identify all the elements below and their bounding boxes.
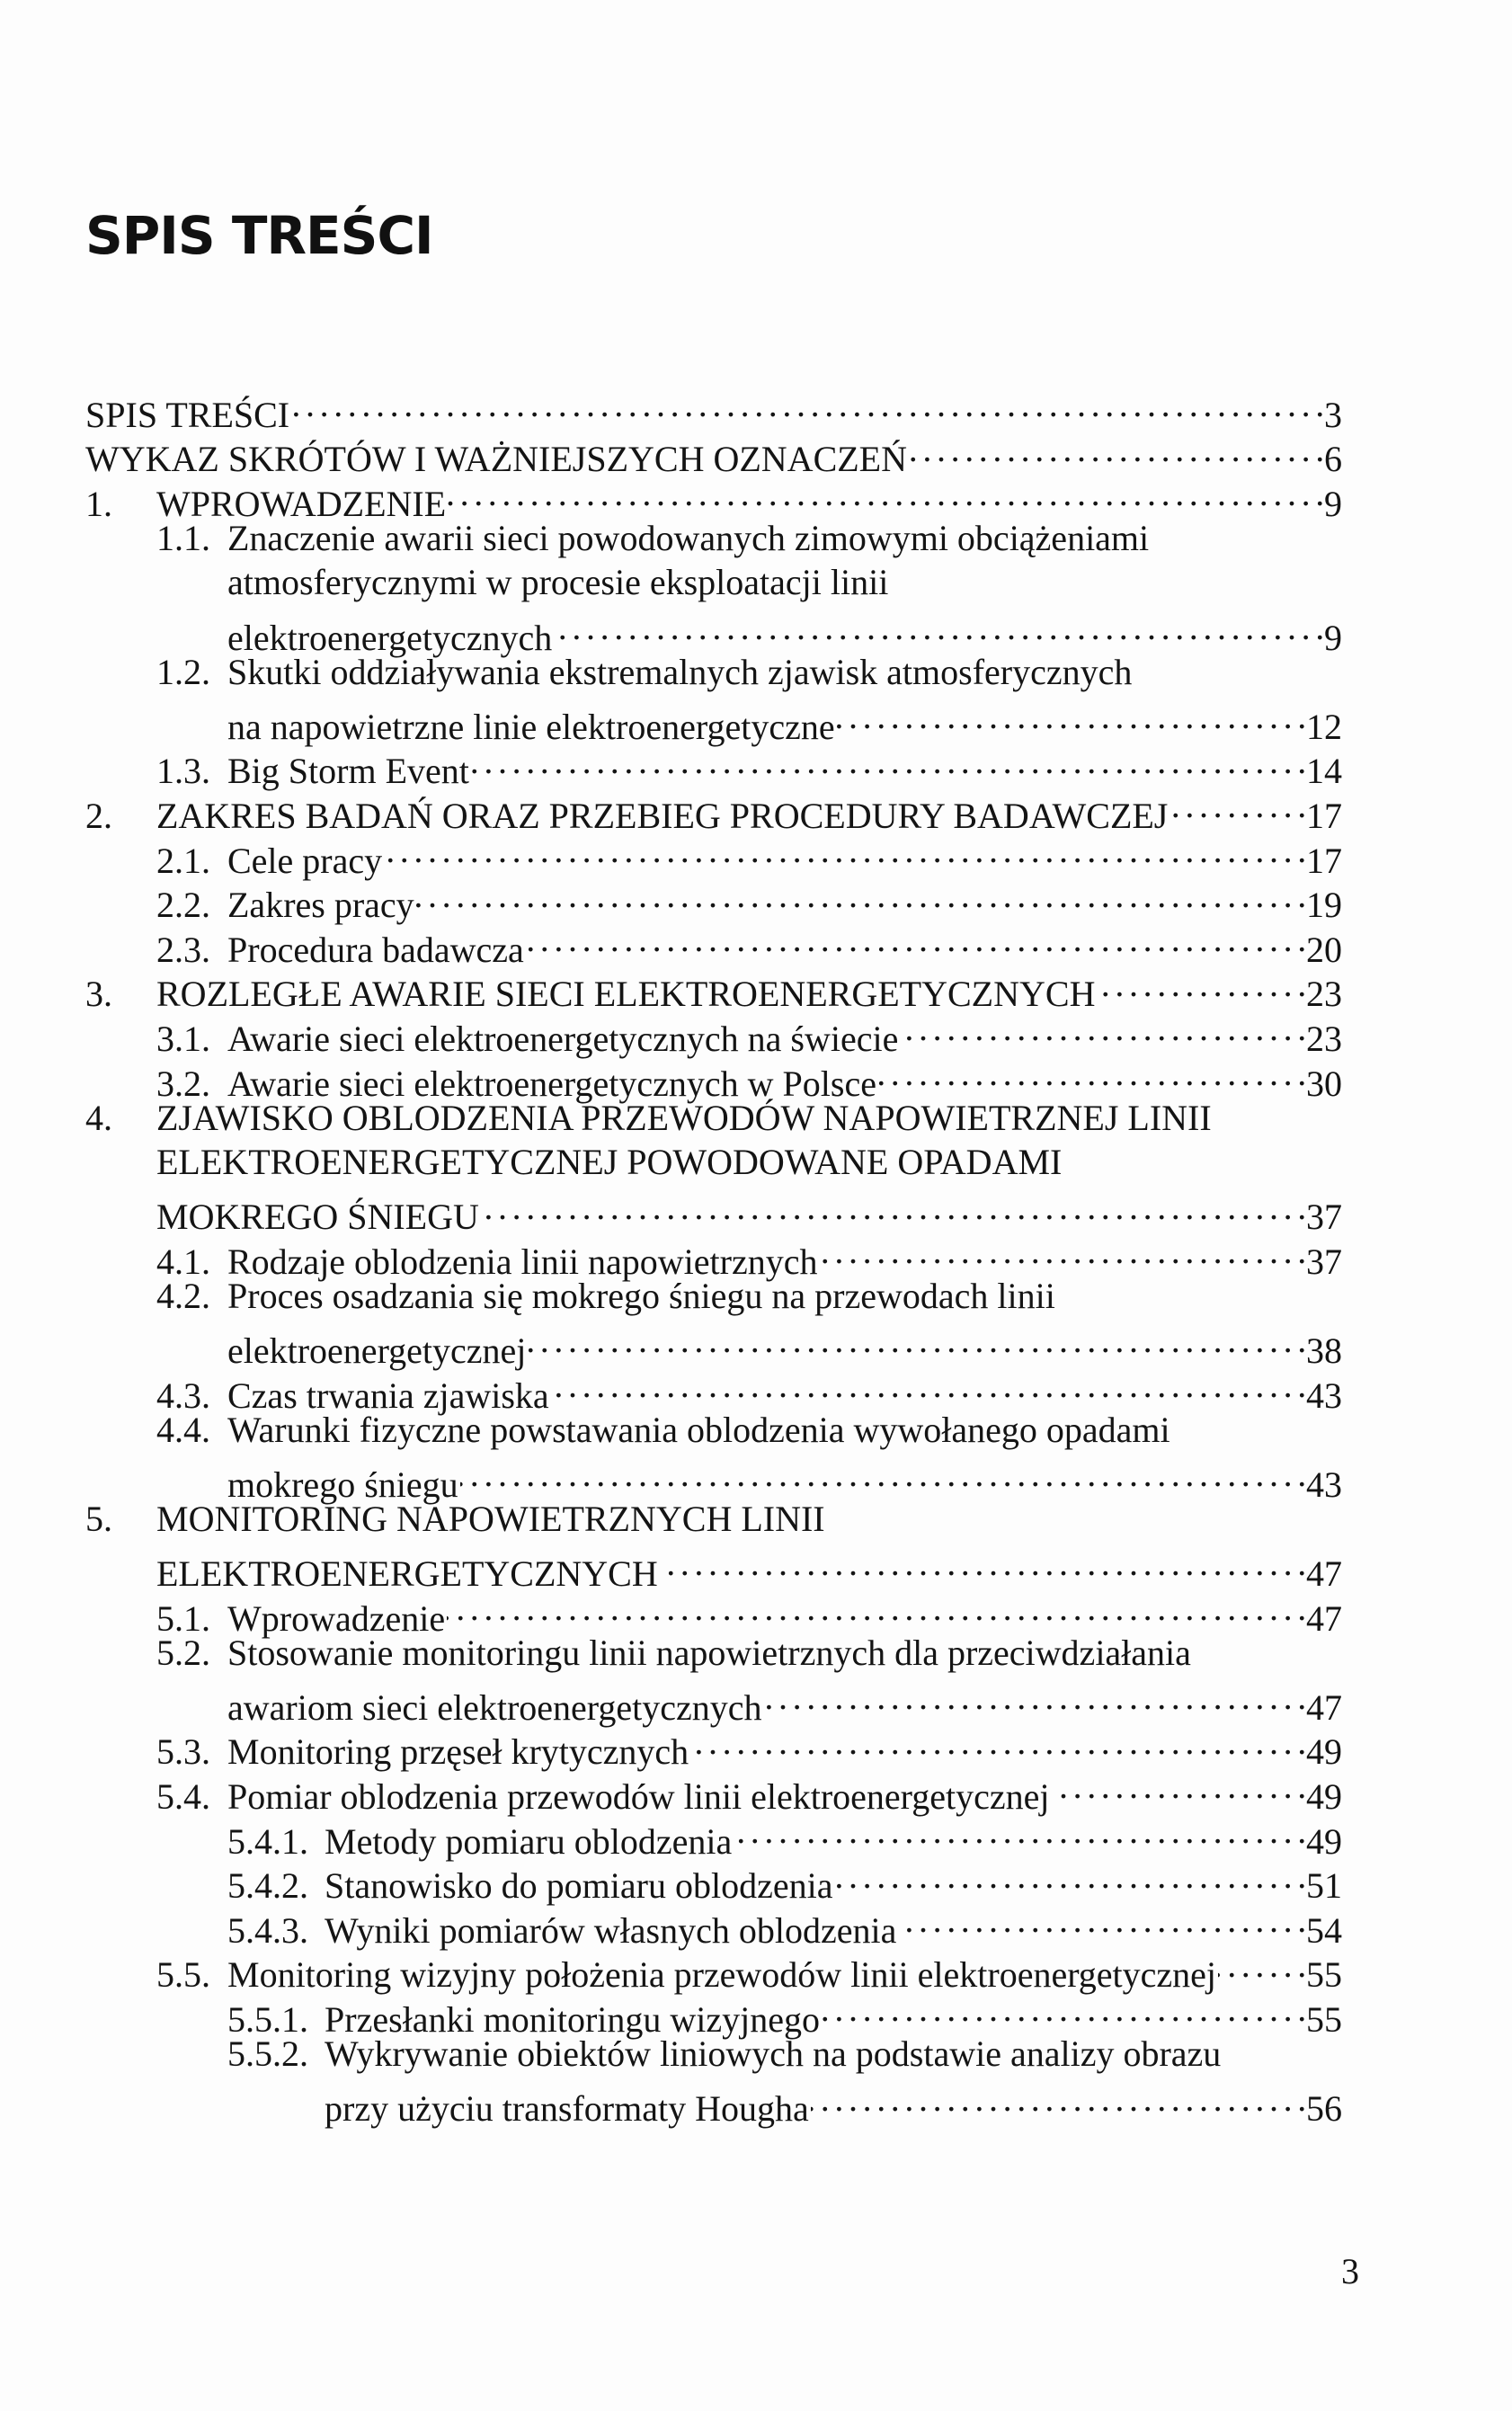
toc-entry-title: Warunki fizyczne powstawania oblodzenia wywołanego opadami [227, 1409, 1170, 1450]
toc-entry-number: 4.3. [156, 1375, 210, 1416]
dot-leader [878, 1051, 1304, 1096]
toc-entry-number: 1.3. [156, 751, 210, 792]
toc-entry[interactable] [85, 516, 1342, 658]
toc-page-ref[interactable]: 30 [1306, 1063, 1342, 1104]
dot-leader [834, 1854, 1304, 1899]
toc-entry[interactable] [85, 1096, 1342, 1238]
toc-entry-number: 4.1. [156, 1241, 210, 1282]
toc-entry[interactable] [85, 1943, 1342, 1996]
toc-entry-title: elektroenergetycznych [227, 617, 553, 658]
toc-entry-number: 5. [85, 1498, 112, 1539]
toc-page-ref[interactable]: 47 [1306, 1597, 1342, 1639]
toc-entry[interactable] [85, 1274, 1342, 1372]
toc-entry-number: 5.4. [156, 1776, 210, 1817]
dot-leader [291, 382, 1322, 427]
dot-leader [481, 1185, 1304, 1230]
toc-entry-title: Znaczenie awarii sieci powodowanych zimowymi obciążeniami [227, 517, 1150, 558]
dot-leader [528, 1318, 1304, 1363]
toc-entry[interactable] [85, 1363, 1342, 1416]
toc-entry[interactable] [85, 1497, 1342, 1595]
toc-entry-title: Wykrywanie obiektów liniowych na podstawie analizy obrazu [325, 2033, 1222, 2074]
toc-entry[interactable] [85, 471, 1342, 524]
toc-entry-title: Metody pomiaru oblodzenia [325, 1820, 733, 1862]
toc-entry-title: SPIS TREŚCI [85, 394, 290, 435]
toc-entry[interactable] [85, 1586, 1342, 1639]
toc-page-ref[interactable]: 49 [1306, 1776, 1342, 1817]
dot-leader [819, 1229, 1304, 1274]
toc-entry-number: 5.4.2. [227, 1865, 308, 1907]
page-number: 3 [1341, 2251, 1359, 2291]
toc-entry-number: 1.1. [156, 517, 210, 558]
toc-entry-title: Stanowisko do pomiaru oblodzenia [325, 1865, 833, 1907]
dot-leader [900, 1006, 1304, 1051]
dot-leader [734, 1809, 1304, 1854]
toc-entry-title: WYKAZ SKRÓTÓW I WAŻNIEJSZYCH OZNACZEŃ [85, 439, 908, 480]
toc-entry[interactable] [85, 783, 1342, 836]
toc-page-ref[interactable]: 12 [1306, 706, 1342, 747]
toc-page-ref[interactable]: 23 [1306, 974, 1342, 1015]
toc-entry[interactable] [85, 1408, 1342, 1505]
page-heading: SPIS TREŚCI [85, 205, 433, 266]
toc-entry-number: 3. [85, 974, 112, 1015]
toc-page-ref[interactable]: 17 [1306, 795, 1342, 836]
dot-leader [551, 1363, 1304, 1408]
dot-leader [909, 427, 1322, 472]
toc-entry-number: 4. [85, 1097, 112, 1138]
toc-entry-title: Proces osadzania się mokrego śniegu na przewodach linii [227, 1275, 1055, 1316]
dot-leader [384, 828, 1304, 873]
toc-entry[interactable] [85, 1631, 1342, 1728]
toc-page-ref[interactable]: 55 [1306, 1954, 1342, 1996]
toc-entry-number: 1.2. [156, 651, 210, 692]
toc-entry-title: MOKREGO ŚNIEGU [156, 1197, 479, 1238]
toc-entry-title: na napowietrzne linie elektroenergetyczne [227, 706, 835, 747]
toc-entry-number: 2.3. [156, 929, 210, 970]
toc-entry-number: 5.5.2. [227, 2033, 308, 2074]
dot-leader [554, 605, 1322, 650]
dot-leader [660, 1541, 1304, 1586]
toc-page-ref[interactable]: 47 [1306, 1553, 1342, 1595]
toc-entry-title: Rodzaje oblodzenia linii napowietrznych [227, 1241, 818, 1282]
toc-page-ref[interactable]: 17 [1306, 840, 1342, 881]
toc-entry-title: Skutki oddziaływania ekstremalnych zjawisk atmosferycznych [227, 651, 1133, 692]
toc-entry-title: ZJAWISKO OBLODZENIA PRZEWODÓW NAPOWIETRZNEJ LINII [156, 1097, 1212, 1138]
dot-leader [898, 1898, 1304, 1943]
toc-entry[interactable] [85, 1764, 1342, 1817]
dot-leader [764, 1675, 1304, 1720]
toc-entry-title: Zakres pracy [227, 885, 414, 926]
toc-entry-number: 5.2. [156, 1632, 210, 1673]
toc-page-ref[interactable]: 3 [1324, 394, 1342, 435]
toc-page-ref[interactable]: 49 [1306, 1731, 1342, 1773]
dot-leader [690, 1720, 1304, 1765]
dot-leader [822, 1987, 1304, 2032]
toc-entry-number: 5.3. [156, 1731, 210, 1773]
toc-entry-title: ELEKTROENERGETYCZNYCH [156, 1553, 658, 1595]
table-of-contents [85, 382, 1342, 2130]
toc-entry-title: awariom sieci elektroenergetycznych [227, 1686, 762, 1728]
toc-entry-title: Wyniki pomiarów własnych oblodzenia [325, 1909, 897, 1951]
dot-leader [416, 873, 1304, 918]
toc-entry[interactable] [85, 873, 1342, 926]
toc-entry[interactable] [85, 739, 1342, 792]
toc-entry-number: 2.1. [156, 840, 210, 881]
toc-page-ref[interactable]: 37 [1306, 1241, 1342, 1282]
toc-page-ref[interactable]: 9 [1324, 617, 1342, 658]
toc-entry[interactable] [85, 1006, 1342, 1059]
toc-entry[interactable] [85, 1809, 1342, 1862]
toc-entry-number: 5.5.1. [227, 1998, 308, 2040]
toc-entry[interactable] [85, 382, 1342, 435]
dot-leader [1052, 1764, 1305, 1809]
toc-entry[interactable] [85, 650, 1342, 747]
toc-entry[interactable] [85, 828, 1342, 881]
toc-entry[interactable] [85, 427, 1342, 480]
toc-page-ref[interactable]: 43 [1306, 1375, 1342, 1416]
toc-page-ref[interactable]: 14 [1306, 751, 1342, 792]
toc-page-ref[interactable]: 49 [1306, 1820, 1342, 1862]
dot-leader [448, 471, 1322, 516]
toc-entry-title: MONITORING NAPOWIETRZNYCH LINII [156, 1498, 825, 1539]
toc-entry-title: ZAKRES BADAŃ ORAZ PRZEBIEG PROCEDURY BADAWCZEJ [156, 795, 1169, 836]
toc-entry-title: ROZLEGŁE AWARIE SIECI ELEKTROENERGETYCZNYCH [156, 974, 1096, 1015]
toc-entry-title: Pomiar oblodzenia przewodów linii elektroenergetycznej [227, 1776, 1050, 1817]
toc-page-ref[interactable]: 43 [1306, 1464, 1342, 1505]
toc-entry[interactable] [85, 917, 1342, 970]
toc-entry-number: 5.1. [156, 1597, 210, 1639]
toc-page-ref[interactable]: 56 [1306, 2088, 1342, 2130]
dot-leader [526, 917, 1304, 962]
toc-entry-number: 4.4. [156, 1409, 210, 1450]
toc-page-ref[interactable]: 54 [1306, 1909, 1342, 1951]
toc-entry-title: atmosferycznymi w procesie eksploatacji linii [227, 562, 889, 603]
dot-leader [460, 1452, 1304, 1497]
toc-entry-title: Monitoring wizyjny położenia przewodów linii elektroenergetycznej [227, 1954, 1217, 1996]
toc-entry-title: Procedura badawcza [227, 929, 524, 970]
toc-entry-title: Przesłanki monitoringu wizyjnego [325, 1998, 821, 2040]
toc-entry-title: Czas trwania zjawiska [227, 1375, 549, 1416]
toc-entry-number: 1. [85, 483, 112, 524]
toc-page-ref[interactable]: 47 [1306, 1686, 1342, 1728]
toc-entry-title: Awarie sieci elektroenergetycznych w Polsce [227, 1063, 876, 1104]
dot-leader [837, 694, 1304, 739]
dot-leader [1170, 783, 1304, 828]
toc-entry-title: Stosowanie monitoringu linii napowietrznych dla przeciwdziałania [227, 1632, 1191, 1673]
toc-page-ref[interactable]: 38 [1306, 1330, 1342, 1372]
toc-entry-number: 5.5. [156, 1954, 210, 1996]
toc-entry[interactable] [85, 962, 1342, 1015]
toc-entry-title: Awarie sieci elektroenergetycznych na świecie [227, 1018, 899, 1059]
toc-entry-title: ELEKTROENERGETYCZNEJ POWODOWANE OPADAMI [156, 1142, 1063, 1183]
toc-entry-title: mokrego śniegu [227, 1464, 458, 1505]
toc-page-ref[interactable]: 23 [1306, 1018, 1342, 1059]
toc-entry-number: 5.4.3. [227, 1909, 308, 1951]
toc-entry[interactable] [85, 1051, 1342, 1104]
toc-page-ref[interactable]: 9 [1324, 483, 1342, 524]
toc-page-ref[interactable]: 19 [1306, 885, 1342, 926]
dot-leader [447, 1586, 1304, 1631]
toc-page-ref[interactable]: 51 [1306, 1865, 1342, 1907]
dot-leader [471, 739, 1304, 784]
toc-entry[interactable] [85, 1854, 1342, 1907]
toc-entry-number: 5.4.1. [227, 1820, 308, 1862]
toc-entry[interactable] [85, 1898, 1342, 1951]
toc-entry-title: Cele pracy [227, 840, 383, 881]
toc-page-ref[interactable]: 37 [1306, 1197, 1342, 1238]
dot-leader [1097, 962, 1304, 1007]
toc-entry-title: Big Storm Event [227, 751, 469, 792]
toc-entry-title: przy użyciu transformaty Hougha [325, 2088, 809, 2130]
toc-entry-number: 3.2. [156, 1063, 210, 1104]
toc-entry-title: Monitoring przęseł krytycznych [227, 1731, 689, 1773]
toc-page-ref[interactable]: 55 [1306, 1998, 1342, 2040]
toc-page-ref[interactable]: 6 [1324, 439, 1342, 480]
toc-entry-number: 2.2. [156, 885, 210, 926]
toc-page-ref[interactable]: 20 [1306, 929, 1342, 970]
toc-entry-number: 4.2. [156, 1275, 210, 1316]
toc-entry[interactable] [85, 2032, 1342, 2130]
dot-leader [811, 2077, 1304, 2122]
toc-entry-title: WPROWADZENIE [156, 483, 447, 524]
toc-entry-title: Wprowadzenie [227, 1597, 446, 1639]
toc-entry-number: 2. [85, 795, 112, 836]
dot-leader [1218, 1943, 1304, 1988]
toc-entry[interactable] [85, 1987, 1342, 2040]
toc-entry-title: elektroenergetycznej [227, 1330, 527, 1372]
toc-entry[interactable] [85, 1229, 1342, 1282]
toc-entry[interactable] [85, 1720, 1342, 1773]
toc-entry-number: 3.1. [156, 1018, 210, 1059]
